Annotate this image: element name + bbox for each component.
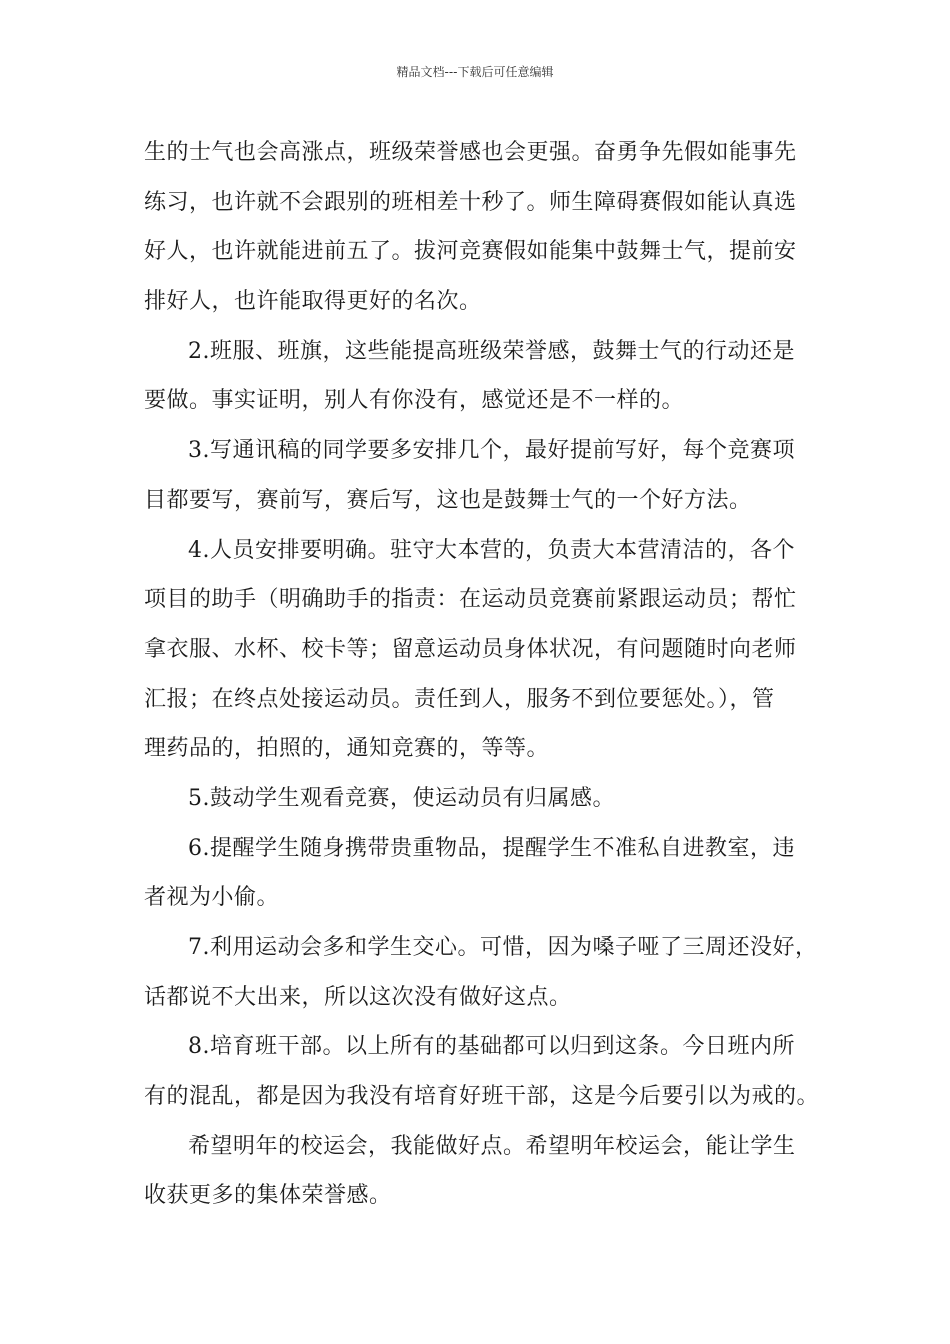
text-line: 3.写通讯稿的同学要多安排几个，最好提前写好，每个竞赛项 <box>188 438 795 464</box>
text-line: 拿衣服、水杯、校卡等；留意运动员身体状况，有问题随时向老师 <box>144 636 797 662</box>
text-line: 7.利用运动会多和学生交心。可惜，因为嗓子哑了三周还没好， <box>188 935 818 960</box>
text-line: 话都说不大出来，所以这次没有做好这点。 <box>144 984 572 1010</box>
text-line: 收获更多的集体荣誉感。 <box>144 1183 392 1209</box>
text-line: 者视为小偷。 <box>144 885 280 911</box>
text-line: 8.培育班干部。以上所有的基础都可以归到这条。今日班内所 <box>188 1034 795 1060</box>
text-line: 理药品的，拍照的，通知竞赛的，等等。 <box>144 736 550 762</box>
text-line: 项目的助手（明确助手的指责：在运动员竞赛前紧跟运动员；帮忙 <box>144 587 797 613</box>
text-line: 6.提醒学生随身携带贵重物品，提醒学生不准私自进教室，违 <box>188 835 795 861</box>
text-line: 希望明年的校运会，我能做好点。希望明年校运会，能让学生 <box>188 1133 796 1159</box>
page-header: 精品文档---下载后可任意编辑 <box>396 65 554 79</box>
text-line: 5.鼓动学生观看竞赛，使运动员有归属感。 <box>188 785 615 811</box>
text-line: 好人，也许就能进前五了。拔河竞赛假如能集中鼓舞士气，提前安 <box>144 239 797 265</box>
text-line: 要做。事实证明，别人有你没有，感觉还是不一样的。 <box>144 388 685 414</box>
text-line: 生的士气也会高涨点，班级荣誉感也会更强。奋勇争先假如能事先 <box>144 140 797 165</box>
text-line: 汇报；在终点处接运动员。责任到人，服务不到位要惩处。），管 <box>144 686 775 712</box>
document-body <box>144 128 824 1221</box>
text-line: 排好人，也许能取得更好的名次。 <box>144 289 482 315</box>
text-line: 2.班服、班旗，这些能提高班级荣誉感，鼓舞士气的行动还是 <box>188 338 795 364</box>
text-line: 目都要写，赛前写，赛后写，这也是鼓舞士气的一个好方法。 <box>144 487 752 513</box>
text-line: 4.人员安排要明确。驻守大本营的，负责大本营清洁的，各个 <box>188 537 795 563</box>
text-line: 有的混乱，都是因为我没有培育好班干部，这是今后要引以为戒的。 <box>144 1084 820 1110</box>
text-line: 练习，也许就不会跟别的班相差十秒了。师生障碍赛假如能认真选 <box>144 189 797 215</box>
